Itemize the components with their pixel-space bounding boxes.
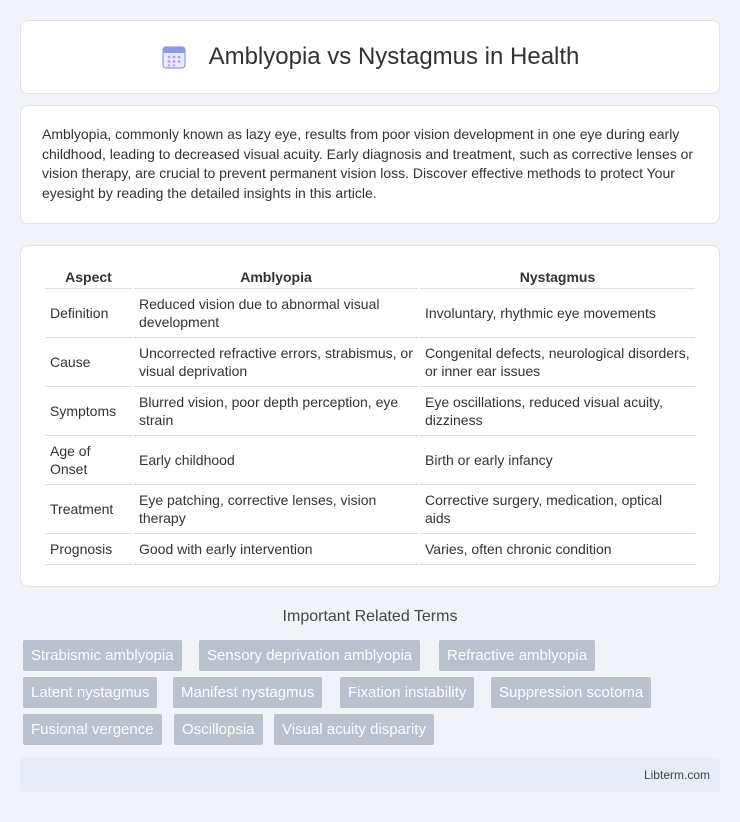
tag-visual-acuity-disparity[interactable]: Visual acuity disparity (274, 714, 434, 745)
tag-strabismic-amblyopia[interactable]: Strabismic amblyopia (23, 640, 182, 671)
tag-fusional-vergence[interactable]: Fusional vergence (23, 714, 162, 745)
nystagmus-cell: Eye oscillations, reduced visual acuity, dizziness (420, 387, 695, 436)
calendar-icon (161, 44, 187, 70)
aspect-cell: Cause (45, 338, 132, 387)
tag-sensory-deprivation-amblyopia[interactable]: Sensory deprivation amblyopia (199, 640, 420, 671)
aspect-cell: Age of Onset (45, 436, 132, 485)
table-row (45, 436, 695, 485)
tag-manifest-nystagmus[interactable]: Manifest nystagmus (173, 677, 322, 708)
aspect-cell: Symptoms (45, 387, 132, 436)
header-amblyopia: Amblyopia (134, 266, 418, 289)
table-row (45, 534, 695, 565)
intro-card (20, 105, 720, 224)
table-row (45, 387, 695, 436)
page-title: Amblyopia vs Nystagmus in Health (208, 43, 580, 70)
nystagmus-cell: Congenital defects, neurological disorders, or inner ear issues (420, 338, 695, 387)
footer (20, 758, 720, 792)
amblyopia-cell: Uncorrected refractive errors, strabismus, or visual deprivation (134, 338, 418, 387)
header-card (20, 20, 720, 94)
aspect-cell: Definition (45, 289, 132, 338)
amblyopia-cell: Eye patching, corrective lenses, vision therapy (134, 485, 418, 534)
comparison-table (43, 266, 697, 565)
table-header-row (45, 266, 695, 289)
footer-site-link[interactable]: Libterm.com (643, 768, 710, 782)
aspect-cell: Prognosis (45, 534, 132, 565)
amblyopia-cell: Early childhood (134, 436, 418, 485)
nystagmus-cell: Birth or early infancy (420, 436, 695, 485)
table-row (45, 338, 695, 387)
tag-refractive-amblyopia[interactable]: Refractive amblyopia (439, 640, 595, 671)
aspect-cell: Treatment (45, 485, 132, 534)
nystagmus-cell: Varies, often chronic condition (420, 534, 695, 565)
comparison-card (20, 245, 720, 587)
amblyopia-cell: Blurred vision, poor depth perception, eye strain (134, 387, 418, 436)
related-terms-title: Important Related Terms (282, 608, 458, 625)
amblyopia-cell: Good with early intervention (134, 534, 418, 565)
table-row (45, 485, 695, 534)
nystagmus-cell: Corrective surgery, medication, optical aids (420, 485, 695, 534)
table-row (45, 289, 695, 338)
tag-oscillopsia[interactable]: Oscillopsia (174, 714, 263, 745)
nystagmus-cell: Involuntary, rhythmic eye movements (420, 289, 695, 338)
tag-suppression-scotoma[interactable]: Suppression scotoma (491, 677, 651, 708)
header-aspect: Aspect (45, 266, 132, 289)
intro-text: Amblyopia, commonly known as lazy eye, results from poor vision development in one eye during early childhood, leading to decreased visual acuity. Early diagnosis and treatment, such as corrective lenses or vision therapy, are crucial to prevent permanent vision loss. Discover effective methods to protect Your eyesight by reading the detailed insights in this article. (42, 126, 694, 201)
tag-fixation-instability[interactable]: Fixation instability (340, 677, 474, 708)
tag-latent-nystagmus[interactable]: Latent nystagmus (23, 677, 157, 708)
header-nystagmus: Nystagmus (420, 266, 695, 289)
amblyopia-cell: Reduced vision due to abnormal visual development (134, 289, 418, 338)
